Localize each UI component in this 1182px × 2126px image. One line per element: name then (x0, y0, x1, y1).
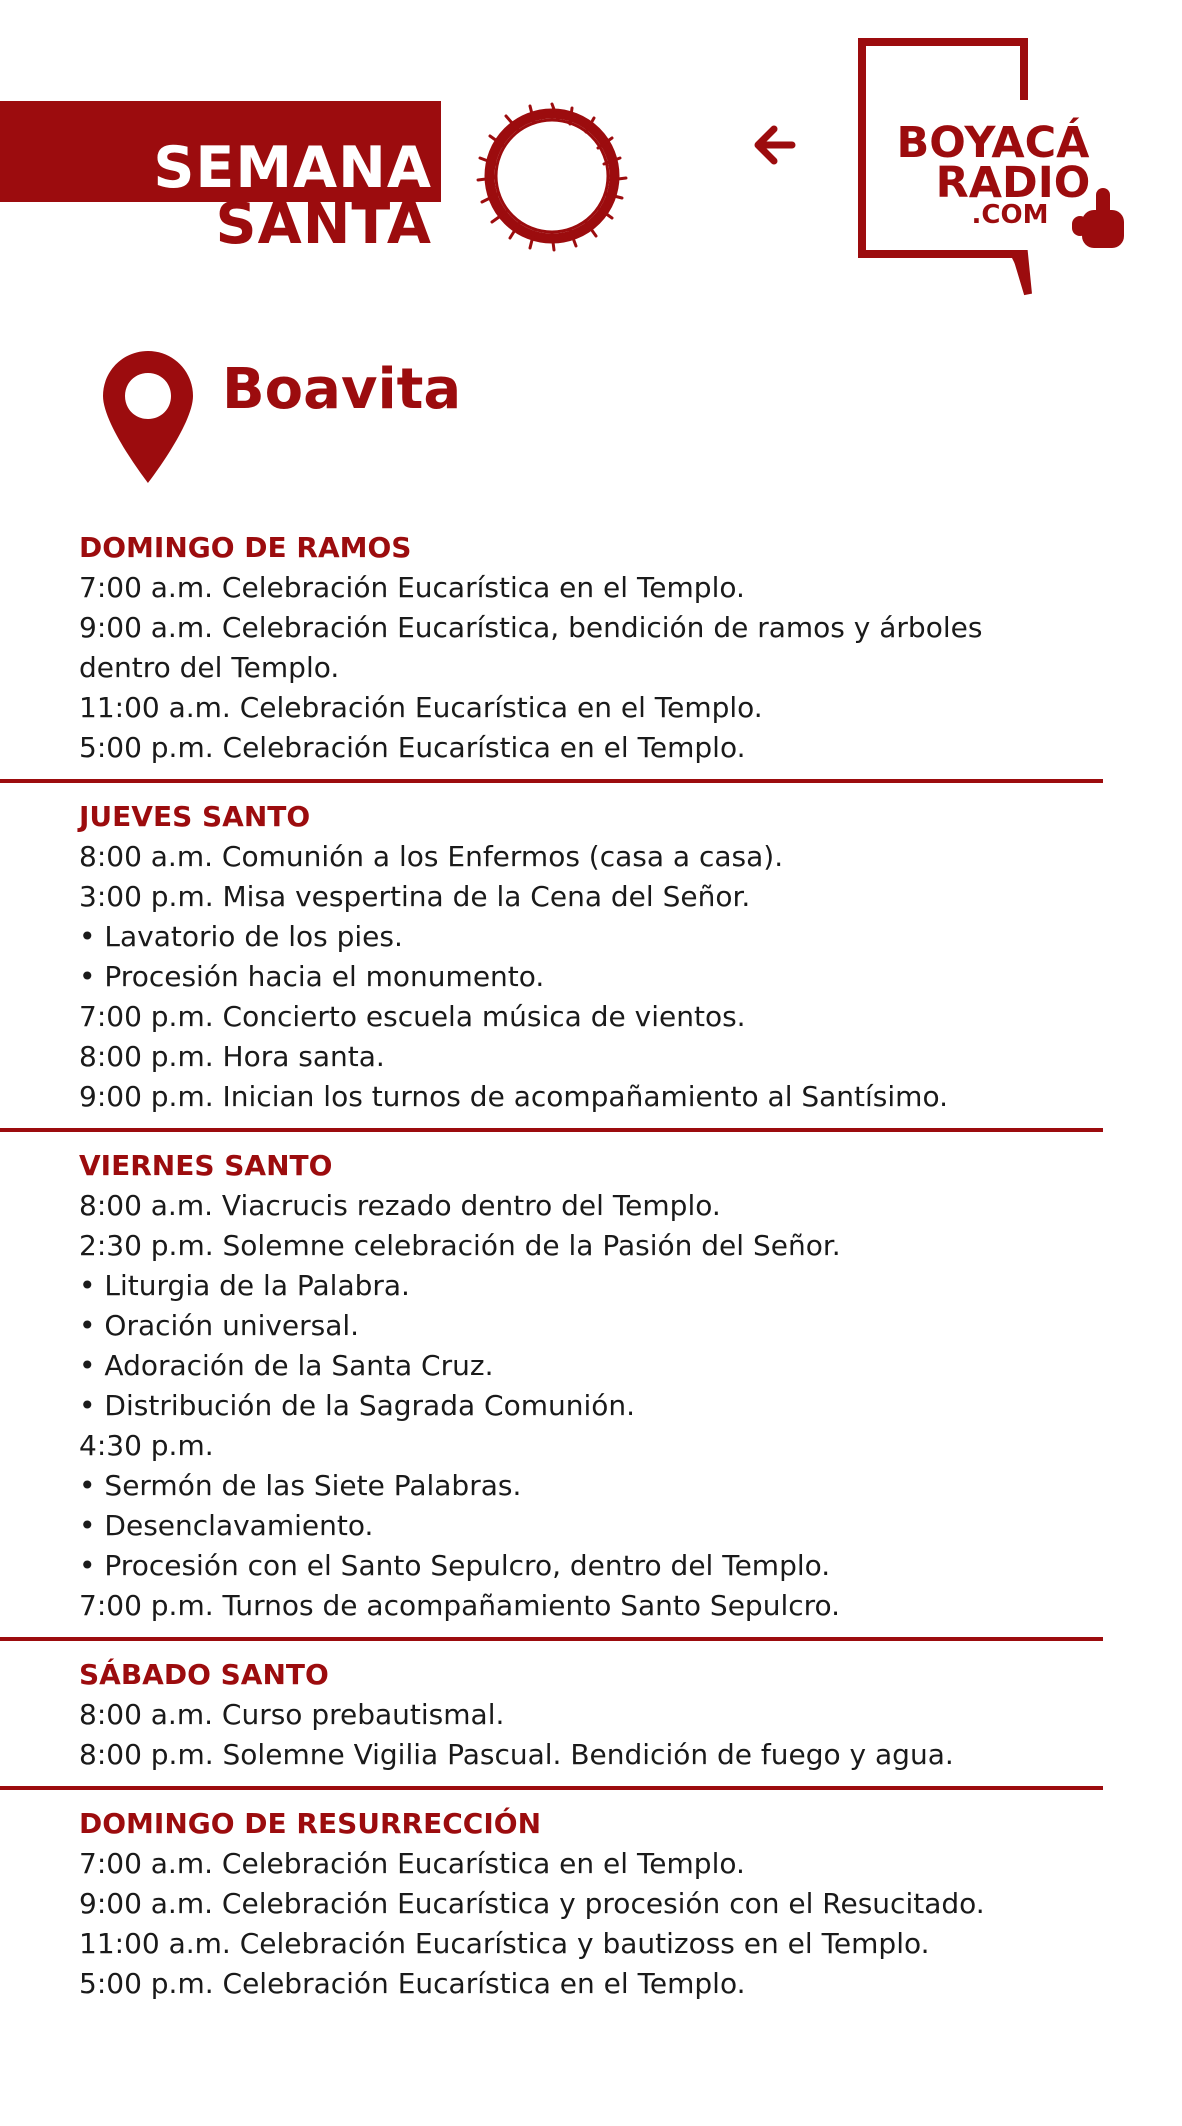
place-name: Boavita (222, 357, 462, 422)
crown-of-thorns-icon (474, 98, 630, 254)
schedule-line: • Oración universal. (79, 1309, 360, 1342)
section-domingo-de-resurreccion (0, 1804, 1182, 2004)
schedule-line: 8:00 a.m. Curso prebautismal. (79, 1698, 505, 1731)
section-title: DOMINGO DE RESURRECCIÓN (79, 1807, 541, 1840)
title-line-1: SEMANA (153, 135, 432, 201)
schedule-line: • Distribución de la Sagrada Comunión. (79, 1389, 636, 1422)
schedule-line: 11:00 a.m. Celebración Eucarística en el Templo. (79, 691, 763, 724)
schedule-line: 2:30 p.m. Solemne celebración de la Pasión del Señor. (79, 1229, 841, 1262)
schedule-line: • Lavatorio de los pies. (79, 920, 403, 953)
title-line-2: SANTA (215, 191, 432, 257)
arrow-left-icon (752, 124, 796, 166)
schedule-line: • Desenclavamiento. (79, 1509, 374, 1542)
section-domingo-de-ramos (0, 528, 1182, 768)
schedule-line: 5:00 p.m. Celebración Eucarística en el Templo. (79, 1967, 746, 2000)
schedule-line: 11:00 a.m. Celebración Eucarística y bautizoss en el Templo. (79, 1927, 930, 1960)
schedule-line: 7:00 a.m. Celebración Eucarística en el Templo. (79, 1847, 745, 1880)
schedule-line: 8:00 a.m. Comunión a los Enfermos (casa a casa). (79, 840, 784, 873)
schedule (0, 528, 1182, 2004)
section-divider (0, 1637, 1103, 1641)
logo-text-radio: RADIO (935, 158, 1091, 208)
schedule-line: 8:00 p.m. Solemne Vigilia Pascual. Bendición de fuego y agua. (79, 1738, 954, 1771)
section-title: SÁBADO SANTO (79, 1658, 329, 1691)
logo-text-com: .COM (971, 200, 1049, 230)
logo-text-boyaca: BOYACÁ (896, 118, 1090, 168)
schedule-line: 8:00 p.m. Hora santa. (79, 1040, 385, 1073)
schedule-line: 7:00 p.m. Concierto escuela música de vientos. (79, 1000, 746, 1033)
schedule-line: 7:00 a.m. Celebración Eucarística en el Templo. (79, 571, 745, 604)
section-title: JUEVES SANTO (79, 800, 311, 833)
schedule-line: • Sermón de las Siete Palabras. (79, 1469, 522, 1502)
section-title: VIERNES SANTO (79, 1149, 333, 1182)
schedule-line: • Adoración de la Santa Cruz. (79, 1349, 494, 1382)
schedule-line: 4:30 p.m. (79, 1429, 214, 1462)
section-title: DOMINGO DE RAMOS (79, 531, 412, 564)
section-sabado-santo (0, 1655, 1182, 1775)
schedule-line: • Procesión hacia el monumento. (79, 960, 545, 993)
section-jueves-santo (0, 797, 1182, 1117)
schedule-line: 8:00 a.m. Viacrucis rezado dentro del Templo. (79, 1189, 721, 1222)
schedule-line: 5:00 p.m. Celebración Eucarística en el Templo. (79, 731, 746, 764)
schedule-line: • Procesión con el Santo Sepulcro, dentro del Templo. (79, 1549, 831, 1582)
schedule-line: 9:00 a.m. Celebración Eucarística, bendición de ramos y árboles dentro del Templo. (79, 611, 983, 684)
schedule-line: 9:00 a.m. Celebración Eucarística y procesión con el Resucitado. (79, 1887, 985, 1920)
section-divider (0, 1786, 1103, 1790)
location-pin-icon (101, 349, 195, 485)
section-divider (0, 1128, 1103, 1132)
schedule-line: • Liturgia de la Palabra. (79, 1269, 410, 1302)
schedule-line: 3:00 p.m. Misa vespertina de la Cena del Señor. (79, 880, 751, 913)
section-viernes-santo (0, 1146, 1182, 1626)
schedule-line: 7:00 p.m. Turnos de acompañamiento Santo Sepulcro. (79, 1589, 841, 1622)
section-divider (0, 779, 1103, 783)
schedule-line: 9:00 p.m. Inician los turnos de acompañamiento al Santísimo. (79, 1080, 948, 1113)
